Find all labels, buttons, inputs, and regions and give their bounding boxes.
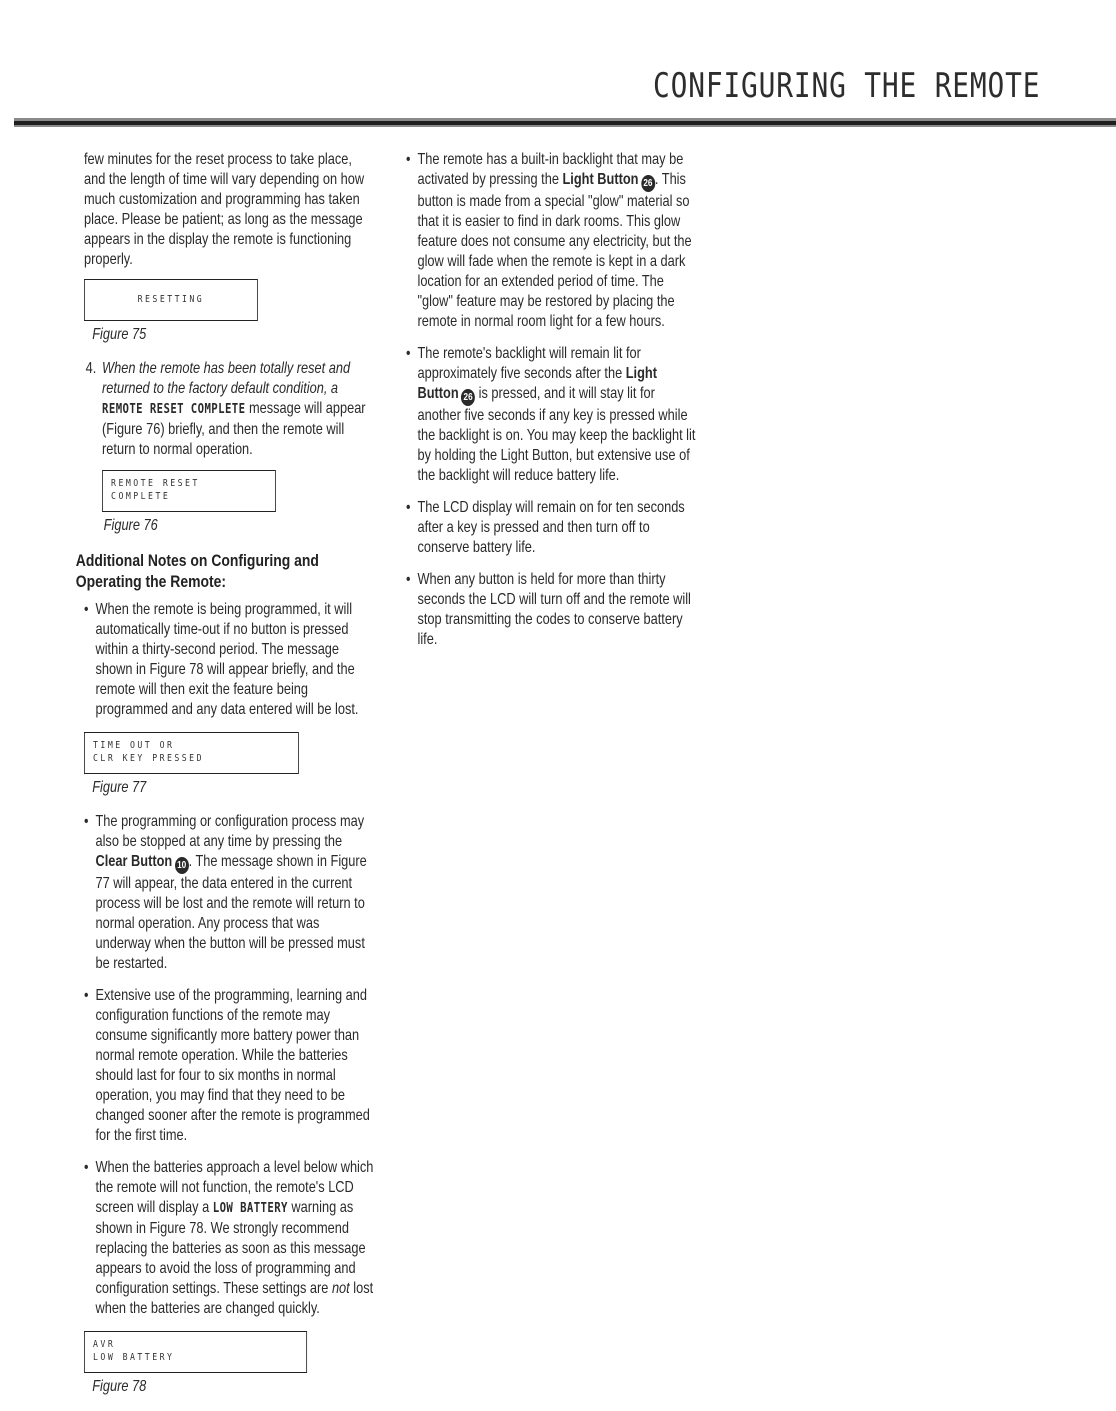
intro-paragraph: few minutes for the reset process to take place, and the length of time will vary depending on how much customization and programming has taken place. Please be patient; as long as the message appears in the display the remote is functioning properly.: [84, 151, 365, 268]
figure-caption-76: Figure 76: [103, 517, 158, 534]
lcd-line-2: LOW BATTERY: [93, 1352, 175, 1363]
lcd-text: RESETTING: [137, 294, 205, 305]
left-column: [75, 150, 376, 1411]
lcd-figure-77: [84, 732, 299, 774]
figure-caption-78: Figure 78: [92, 1378, 147, 1395]
header-rule: [14, 118, 1116, 127]
low-battery-message: LOW BATTERY: [212, 1201, 288, 1216]
step-4-text-b: message will appear (Figure 76) briefly, and then the remote will return to normal operation.: [102, 400, 366, 458]
button-number-badge: 26: [641, 175, 655, 192]
lcd-figure-75: [84, 279, 258, 321]
figure-caption-75: Figure 75: [92, 326, 147, 343]
clear-button-label: Clear Button: [95, 853, 173, 870]
right-bullet-1: [406, 150, 701, 332]
left-bullet-3: • Extensive use of the programming, learning and configuration functions of the remote may consume significantly more battery power than normal remote operation. While the batteries should last for four to six months in normal operation, you may find that they need to be changed sooner after the remote is programmed for the first time.: [84, 986, 376, 1146]
reset-complete-message: REMOTE RESET COMPLETE: [102, 402, 246, 417]
figure-caption-77: Figure 77: [92, 779, 147, 796]
lcd-figure-76: [102, 470, 276, 512]
step-number: 4.: [85, 360, 97, 377]
not-emphasis: not: [331, 1280, 350, 1297]
lcd-line-2: COMPLETE: [111, 491, 171, 502]
bullet-2-text-b: . The message shown in Figure 77 will appear, the data entered in the current process will be lost and the remote will return to normal operation. Any process that was underway when the button will be pressed must be restarted.: [95, 853, 367, 972]
button-number-badge: 26: [461, 389, 475, 406]
left-bullet-2: [84, 812, 376, 974]
lcd-line-1: REMOTE RESET: [111, 478, 200, 489]
left-bullet-4: [84, 1158, 376, 1319]
lcd-line-1: TIME OUT OR: [93, 740, 175, 751]
lcd-figure-78: [84, 1331, 307, 1373]
bullet-4-text-c: lost when the batteries are changed quickly.: [95, 1280, 374, 1317]
section-subheading: Additional Notes on Configuring and Operating the Remote:: [75, 551, 319, 591]
left-bullet-1: • When the remote is being programmed, it will automatically time-out if no button is pressed within a thirty-second period. The message shown in Figure 78 will appear briefly, and the remote will then exit the feature being programmed and any data entered will be lost.: [84, 600, 376, 720]
right-column: [406, 150, 701, 662]
right-bullet-2-text-b: is pressed, and it will stay lit for another five seconds if any key is pressed while the backlight is on. You may keep the backlight lit by holding the Light Button, but extensive use of the backlight will reduce battery life.: [417, 385, 696, 484]
lcd-line-1: AVR: [93, 1339, 116, 1350]
bullet-2-text-a: The programming or configuration process may also be stopped at any time by pressing the: [95, 813, 365, 850]
bullet-4-text-a: When the batteries approach a level below which the remote will not function, the remote's LCD screen will display a: [95, 1159, 374, 1216]
lcd-line-2: CLR KEY PRESSED: [93, 753, 204, 764]
right-bullet-1-text-b: . This button is made from a special "glow" material so that it is easier to find in dark rooms. This glow feature does not consume any electricity, but the glow will fade when the remote is kept in a dark location for an extended period of time. The "glow" feature may be restored by placing the remote in normal room light for a few hours.: [417, 171, 692, 330]
right-bullet-2: [406, 344, 701, 486]
light-button-label: Light Button: [562, 171, 639, 188]
right-bullet-4: • When any button is held for more than thirty seconds the LCD will turn off and the remote will stop transmitting the codes to conserve battery life.: [406, 570, 701, 650]
step-4: [84, 359, 376, 460]
light-button-label: Light Button: [417, 365, 657, 402]
right-bullet-2-text-a: The remote's backlight will remain lit for approximately five seconds after the: [417, 345, 641, 382]
button-number-badge: 10: [175, 857, 189, 874]
right-bullet-3: • The LCD display will remain on for ten seconds after a key is pressed and then turn off to conserve battery life.: [406, 498, 701, 558]
page-title: CONFIGURING THE REMOTE: [652, 66, 1040, 106]
step-4-text-a: When the remote has been totally reset and returned to the factory default condition, a: [102, 360, 351, 397]
bullet-4-text-b: warning as shown in Figure 78. We strongly recommend replacing the batteries as soon as this message appears to avoid the loss of programming and configuration settings. These settings are: [95, 1199, 366, 1297]
right-bullet-1-text-a: The remote has a built-in backlight that may be activated by pressing the: [417, 151, 684, 188]
